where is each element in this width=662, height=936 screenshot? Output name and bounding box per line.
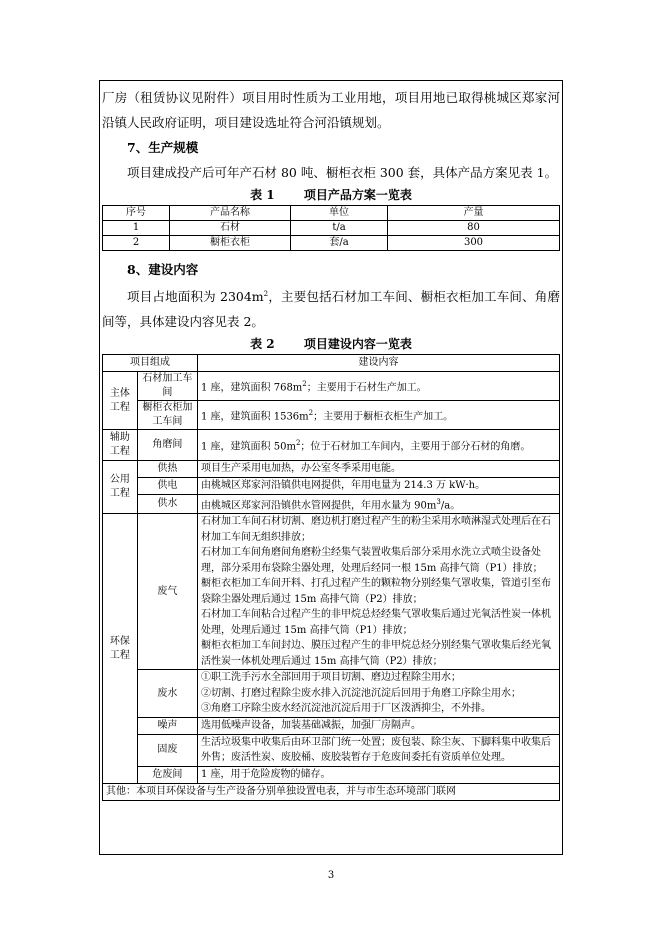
- intro-paragraph: 厂房（租赁协议见附件）项目用时性质为工业用地，项目用地已取得桃城区郑家河沿镇人民政府证明，项目建设选址符合河沿镇规划。: [102, 90, 560, 130]
- item-name: 供水: [137, 495, 197, 514]
- item-desc-a: 1 座，建筑面积 1536m: [201, 411, 309, 423]
- item-desc-a: 1 座，建筑面积 50m: [201, 441, 296, 453]
- table2-caption-title: 项目建设内容一览表: [303, 337, 412, 352]
- table-row: [103, 514, 560, 670]
- item-desc: 选用低噪声设备，加装基础减振，加强厂房隔声。: [198, 717, 560, 734]
- table1-caption: [102, 185, 560, 205]
- item-name: 废气: [137, 514, 197, 670]
- water-line: ②切割、打磨过程除尘废水排入沉淀池沉淀后回用于角磨工序除尘用水；: [201, 687, 521, 699]
- gas-line: 石材加工车间角磨间角磨粉尘经集气装置收集后部分采用水洗立式喷尘设备处理，部分采用布袋除尘器处理，处理后经同一根 15m 高排气筒（P1）排放；: [201, 547, 543, 574]
- superscript: 3: [436, 498, 441, 507]
- item-desc: [198, 670, 560, 718]
- item-name: 供电: [137, 478, 197, 495]
- table2-caption-no: 表 2: [250, 337, 275, 352]
- item-name: 供热: [137, 461, 197, 478]
- document-frame: [99, 80, 563, 855]
- table-row: [103, 734, 560, 766]
- group-cell: 辅助工程: [103, 430, 138, 461]
- table-row: [103, 430, 560, 461]
- table-row: [103, 478, 560, 495]
- table-row: [103, 717, 560, 734]
- item-name: 角磨间: [137, 430, 197, 461]
- gas-line: 橱柜衣柜加工车间封边、膜压过程产生的非甲烷总烃分别经集气罩收集后经光氧活性炭一体机处理后通过 15m 高排气筒（P2）排放；: [201, 640, 551, 667]
- item-desc: 1 座，用于危险废物的储存。: [198, 766, 560, 783]
- section8-text-b: ，主要包括石材加工车间、橱柜衣柜加工车间、角磨间等，具体建设内容见表 2。: [102, 289, 560, 330]
- table-row: [103, 236, 560, 251]
- table2-caption: [102, 334, 560, 354]
- page-number: 3: [327, 870, 335, 881]
- col-header: 序号: [103, 206, 170, 221]
- item-name: 危废间: [137, 766, 197, 783]
- table-cell: 80: [388, 221, 560, 236]
- table-row: [103, 372, 560, 401]
- table1-caption-no: 表 1: [250, 188, 275, 202]
- table-cell: 套/a: [291, 236, 388, 251]
- item-desc: [198, 514, 560, 670]
- gas-line: 石材加工车间粘合过程产生的非甲烷总烃经集气罩收集后通过光氧活性炭一体机处理，处理后通过 15m 高排气筒（P1）排放；: [201, 609, 551, 636]
- product-table: [102, 205, 560, 251]
- group-cell: 主体工程: [103, 372, 138, 430]
- item-desc: [198, 495, 560, 514]
- item-desc-b: ；位于石材加工车间内，主要用于部分石材的角磨。: [300, 441, 531, 453]
- table-row: [103, 221, 560, 236]
- item-name: 固废: [137, 734, 197, 766]
- item-desc-b: /a。: [440, 500, 461, 512]
- item-name: 石材加工车间: [137, 372, 197, 401]
- item-desc: 由桃城区郑家河沿镇供电网提供，年用电量为 214.3 万 kW·h。: [198, 478, 560, 495]
- section8-title: 8、建设内容: [127, 262, 199, 277]
- superscript: 2: [302, 379, 307, 388]
- table-cell: 橱柜衣柜: [170, 236, 291, 251]
- item-desc: [198, 372, 560, 401]
- solid-desc: 生活垃圾集中收集后由环卫部门统一处置；废包装、除尘灰、下脚料集中收集后外售；废活性炭、废胶桶、废胶装暂存于危废间委托有资质单位处理。: [201, 736, 551, 764]
- item-desc-b: ；主要用于石材生产加工。: [306, 382, 427, 394]
- item-desc-a: 由桃城区郑家河沿镇供水管网提供，年用水量为 90m: [201, 500, 437, 512]
- section8-text-a: 项目占地面积为 2304m: [127, 289, 264, 305]
- item-desc: 项目生产采用电加热，办公室冬季采用电能。: [198, 461, 560, 478]
- table1-caption-title: 项目产品方案一览表: [303, 188, 412, 202]
- table-cell: 石材: [170, 221, 291, 236]
- section7-title: 7、生产规模: [127, 140, 199, 155]
- table-row: [103, 783, 560, 800]
- item-name: 废水: [137, 670, 197, 718]
- col-header: 建设内容: [198, 355, 560, 372]
- item-desc: [198, 734, 560, 766]
- table-row: [103, 461, 560, 478]
- table-cell: 1: [103, 221, 170, 236]
- table-row: [103, 766, 560, 783]
- group-cell: 公用工程: [103, 461, 138, 514]
- item-desc-a: 1 座，建筑面积 768m: [201, 382, 303, 394]
- item-name: 噪声: [137, 717, 197, 734]
- col-header: 单位: [291, 206, 388, 221]
- gas-line: 橱柜衣柜加工车间开料、打孔过程产生的颗粒物分别经集气罩收集，管道引至布袋除尘器处理后通过 15m 高排气筒（P2）排放；: [201, 578, 551, 605]
- superscript: 2: [263, 290, 269, 298]
- superscript: 2: [295, 438, 301, 447]
- item-desc: [198, 401, 560, 430]
- table-row: [103, 495, 560, 514]
- construction-table: [102, 354, 560, 801]
- col-header: 产量: [388, 206, 560, 221]
- col-header: 产品名称: [170, 206, 291, 221]
- col-header: 项目组成: [103, 355, 198, 372]
- gas-line: 石材加工车间石材切割、磨边机打磨过程产生的粉尘采用水喷淋湿式处理后在石材加工车间无组织排放；: [201, 516, 551, 543]
- table-cell: 2: [103, 236, 170, 251]
- table-cell: 300: [388, 236, 560, 251]
- water-line: ①职工洗手污水全部回用于项目切割、磨边过程除尘用水；: [201, 672, 461, 684]
- table-row: [103, 401, 560, 430]
- group-cell: 环保工程: [103, 514, 138, 784]
- superscript: 2: [308, 408, 314, 417]
- item-desc-b: ；主要用于橱柜衣柜生产加工。: [313, 411, 454, 423]
- table-header-row: [103, 355, 560, 372]
- table-header-row: [103, 206, 560, 221]
- section8-text: [102, 282, 560, 334]
- item-desc: [198, 430, 560, 461]
- table-cell: t/a: [291, 221, 388, 236]
- water-line: ③角磨工序除尘废水经沉淀池沉淀后用于厂区泼洒抑尘，不外排。: [201, 703, 491, 715]
- item-name: 橱柜衣柜加工车间: [137, 401, 197, 430]
- other-note: 其他：本项目环保设备与生产设备分别单独设置电表，并与市生态环境部门联网: [103, 783, 560, 800]
- table-row: [103, 670, 560, 718]
- section7-text: 项目建成投产后可年产石材 80 吨、橱柜衣柜 300 套，具体产品方案见表 1。: [127, 165, 558, 180]
